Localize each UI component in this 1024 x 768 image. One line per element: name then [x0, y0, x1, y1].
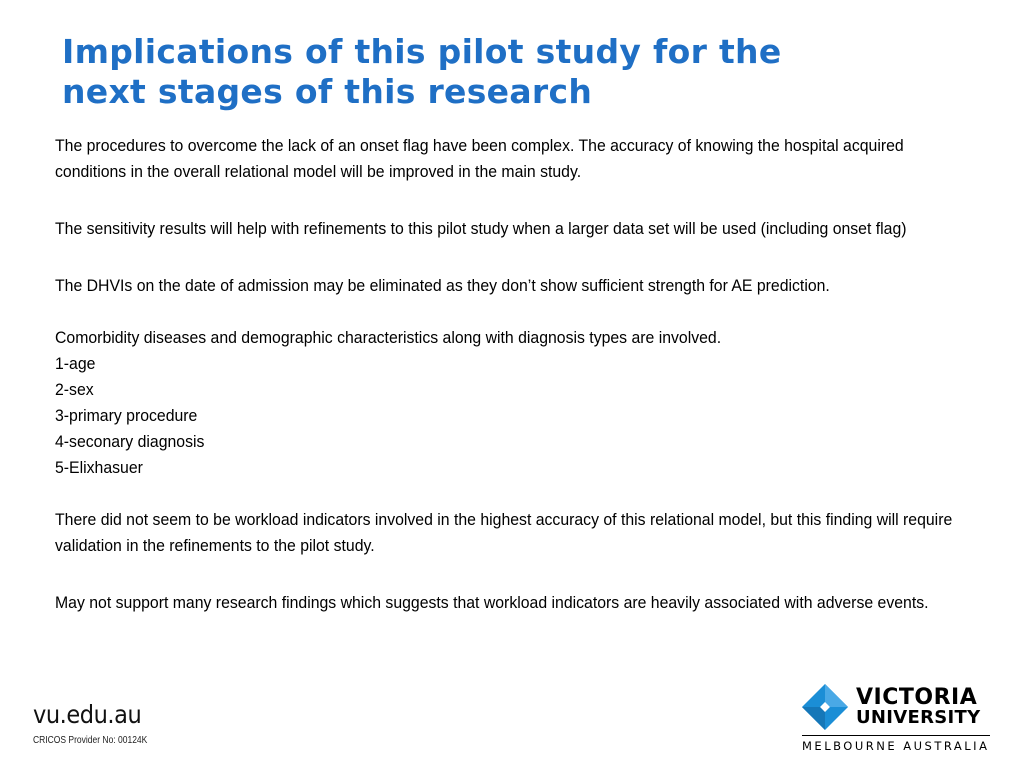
- slide-body: [55, 133, 969, 616]
- victoria-university-logo: [798, 680, 993, 756]
- comorbidity-block: [55, 325, 969, 481]
- comorbidity-intro: Comorbidity diseases and demographic characteristics along with diagnosis types are involved.: [55, 328, 722, 347]
- paragraph-onset-flag: The procedures to overcome the lack of an onset flag have been complex. The accuracy of knowing the hospital acquired conditions in the overall relational model will be improved in the main study.: [55, 136, 904, 181]
- website-url[interactable]: vu.edu.au: [33, 700, 142, 729]
- list-item: 3-primary procedure: [55, 406, 198, 425]
- footer-website: [33, 700, 168, 746]
- list-item: 4-seconary diagnosis: [55, 432, 205, 451]
- title-line-1: Implications of this pilot study for the: [62, 32, 782, 71]
- list-item: 1-age: [55, 354, 96, 373]
- cricos-provider-number: CRICOS Provider No: 00124K: [33, 735, 148, 746]
- paragraph-research-findings: May not support many research findings which suggests that workload indicators are heavily associated with adverse events.: [55, 593, 929, 612]
- paragraph-workload-indicators: There did not seem to be workload indicators involved in the highest accuracy of this relational model, but this finding will require validation in the refinements to the pilot study.: [55, 510, 953, 555]
- logo-tagline: MELBOURNE AUSTRALIA: [802, 739, 990, 753]
- logo-wordmark: [856, 685, 981, 728]
- title-line-2: next stages of this research: [62, 72, 593, 111]
- list-item: 5-Elixhasuer: [55, 458, 143, 477]
- list-item: 2-sex: [55, 380, 94, 399]
- logo-line-victoria: VICTORIA: [856, 685, 978, 710]
- vu-diamond-logo-icon: [798, 680, 858, 736]
- slide-title: [62, 32, 962, 112]
- logo-line-university: UNIVERSITY: [856, 707, 981, 728]
- paragraph-dhvis: The DHVIs on the date of admission may be eliminated as they don’t show sufficient strength for AE prediction.: [55, 276, 830, 295]
- paragraph-sensitivity: The sensitivity results will help with refinements to this pilot study when a larger data set will be used (including onset flag): [55, 219, 907, 238]
- logo-divider: [802, 735, 990, 736]
